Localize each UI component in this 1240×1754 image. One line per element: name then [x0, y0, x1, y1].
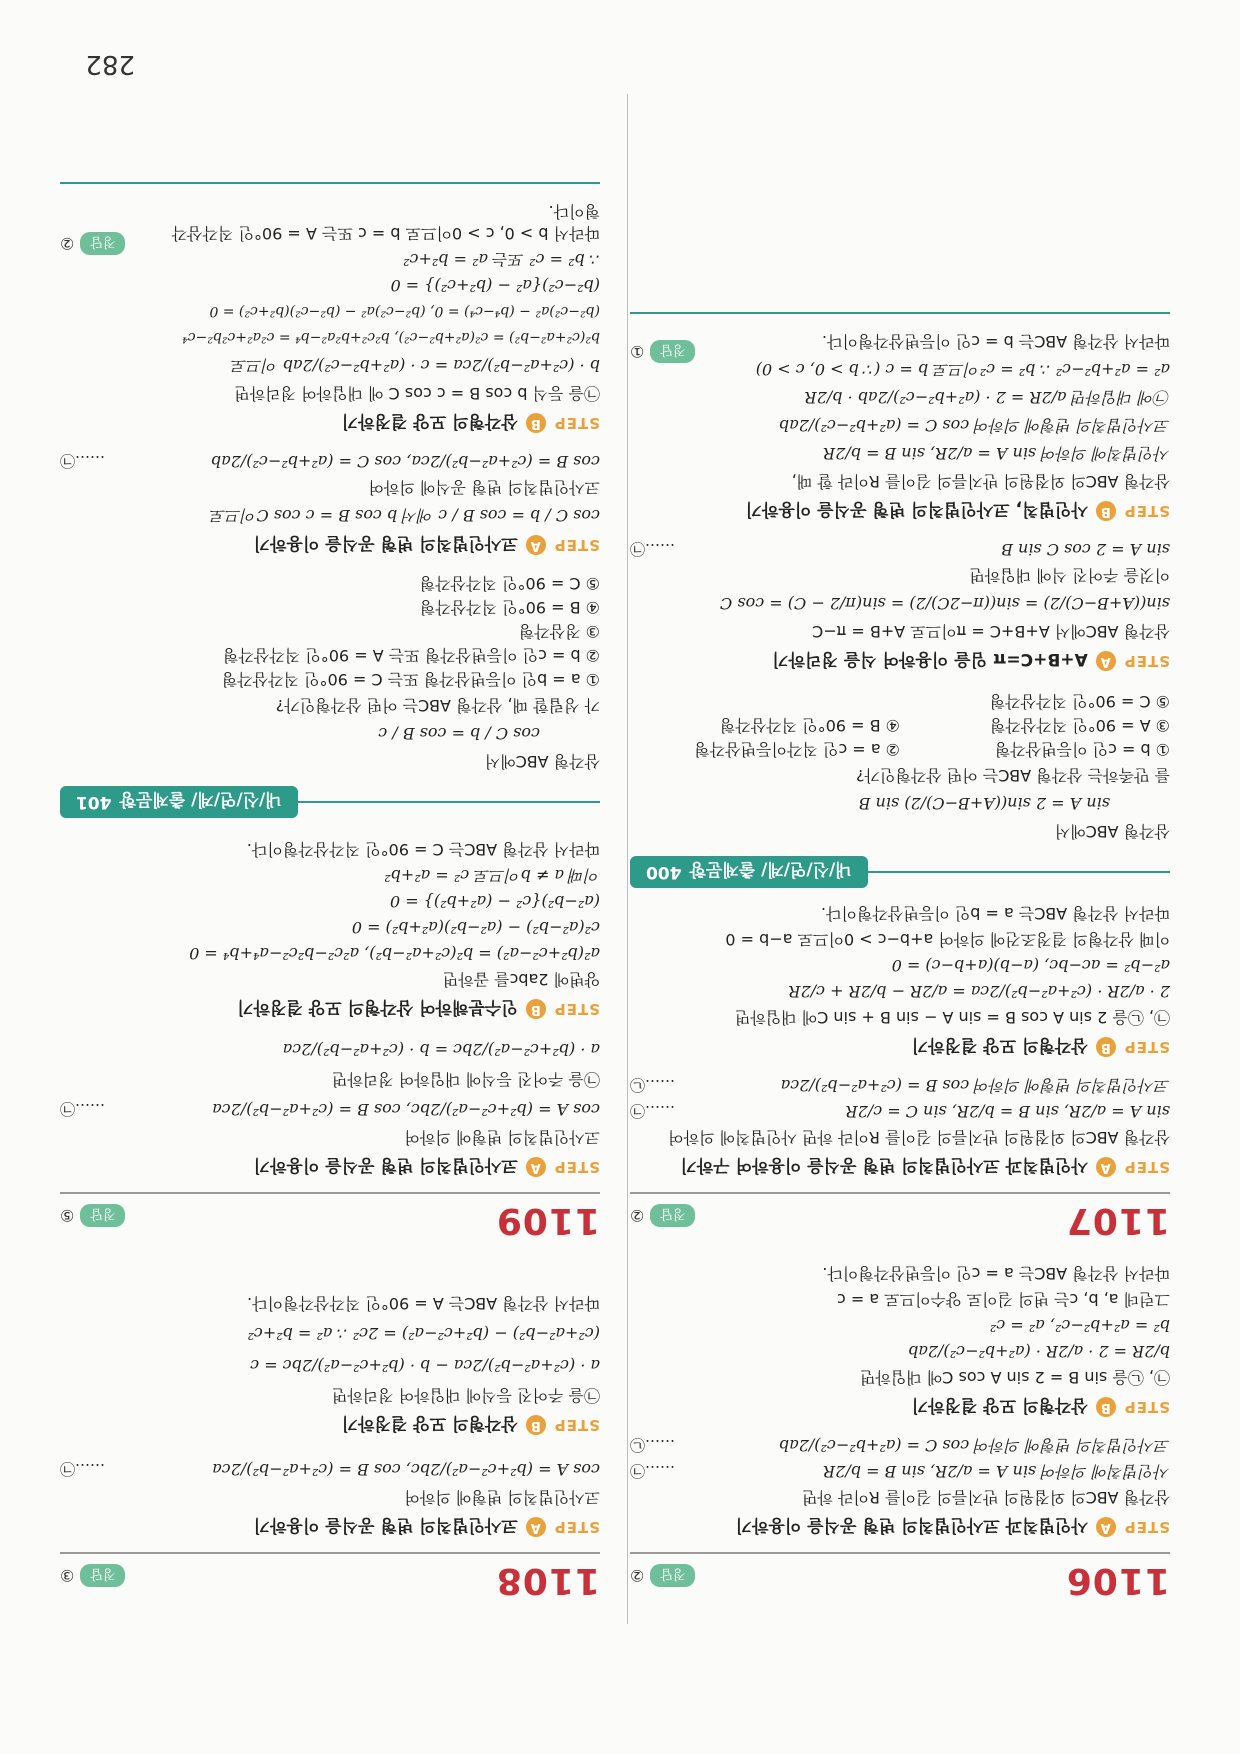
column-divider: [627, 94, 628, 1624]
equation-mark: ……㉠: [630, 540, 676, 558]
solution-line: 코사인법칙의 변형에 의하여 cos B = (c²+a²−b²)/2ca: [780, 1076, 1170, 1095]
question-line: 가 성립할 때, 삼각형 ABC는 어떤 삼각형인가?: [275, 696, 600, 715]
choice-5: ⑤ C = 90°인 직각삼각형: [419, 574, 600, 593]
equation-mark: ……㉠: [630, 1102, 676, 1120]
choice-3: ③ A = 90°인 직각삼각형: [989, 716, 1170, 735]
solution-conclusion: 따라서 b > 0, c > 0이므로 b = c 또는 A = 90°인 직각삼각형이다.: [171, 202, 600, 243]
solution-line: 사인법칙에 의하여 sin A = a/2R, sin B = b/2R: [823, 444, 1170, 463]
answer-badge: [60, 1204, 125, 1227]
banner-number: 401: [76, 792, 112, 812]
step-letter: B: [526, 414, 546, 434]
solution-line: ㉠을 주어진 등식에 대입하여 정리하면: [331, 1386, 600, 1405]
step-b-heading: [342, 411, 600, 436]
solution-line: b · (c²+a²−b²)/2ca = c · (a²+b²−c²)/2ab 이므로: [231, 356, 600, 375]
step-a-heading: [772, 649, 1170, 674]
answer-value: ⑤: [60, 1206, 75, 1225]
problem-number: 1106: [1065, 1560, 1170, 1601]
equation-mark: ……㉠: [60, 1460, 106, 1478]
step-a-heading: [680, 1155, 1170, 1180]
solution-line: a²(b²+c²−a²) = b²(c²+a²−b²), a²c²−b²c²−a⁴+b⁴ = 0: [189, 944, 600, 963]
solution-line: (b²−c²){a² − (b²+c²)} = 0: [390, 276, 600, 295]
choice-2: ② a = c인 직각이등변삼각형: [694, 740, 900, 759]
step-letter: B: [1096, 502, 1116, 522]
equation-mark: ……㉠: [60, 452, 106, 470]
step-title: 삼각형의 모양 결정하기: [341, 411, 518, 431]
solution-line: 이것을 주어진 식에 대입하면: [969, 566, 1170, 585]
solution-line: 삼각형 ABC의 외접원의 반지름의 길이를 R이라 하면 사인법칙에 의하여: [668, 1128, 1170, 1147]
answer-label: 정답: [80, 1564, 125, 1587]
step-tag: STEP: [1123, 652, 1170, 671]
section-rule: [60, 182, 600, 184]
solution-conclusion: 따라서 삼각형 ABC는 a = b인 이등변삼각형이다.: [820, 904, 1170, 923]
step-a-heading: [736, 1515, 1170, 1540]
choice-row: [630, 714, 1170, 736]
step-b-heading: [912, 1035, 1170, 1060]
linked-problem-401-banner: [60, 782, 600, 822]
step-tag: STEP: [1123, 1398, 1170, 1417]
step-title: 코사인법칙의 변형 공식을 이용하기: [253, 1515, 518, 1535]
answer-value: ②: [60, 234, 75, 254]
solution-line: 코사인법칙의 변형에 의하여: [404, 1488, 600, 1507]
solution-line: (c²+a²−b²) − (b²+c²−a²) = 2c² ∴ a² = b²+c²: [247, 1324, 600, 1343]
answer-value: ①: [630, 342, 645, 362]
problem-number: 1109: [495, 1200, 600, 1241]
problem-number: 1107: [1065, 1200, 1170, 1241]
solution-line: cos B = (c²+a²−b²)/2ca, cos C = (a²+b²−c²)/2ab: [210, 452, 600, 471]
answer-value: ②: [630, 1566, 645, 1585]
step-a-heading: [254, 1155, 600, 1180]
choice-4: ④ B = 90°인 직각삼각형: [719, 716, 900, 735]
step-letter: A: [526, 1518, 546, 1538]
banner-number: 400: [646, 862, 682, 882]
solution-line: a²−b² = ac−bc, (a−b)(a+b−c) = 0: [891, 956, 1170, 975]
banner-label-box: [60, 786, 298, 818]
solution-line: a² = a²+b²−c² ∴ b² = c²이므로 b = c (∵ b > 0, c > 0): [755, 360, 1170, 379]
step-letter: B: [1096, 1398, 1116, 1418]
question-equation: sin A = 2 sin((A+B−C)/2) sin B: [858, 794, 1110, 813]
choice-1: ① b = c인 이등변삼각형: [994, 740, 1170, 759]
solution-line: b/2R = 2 · a/2R · (a²+b²−c²)/2ab: [908, 1342, 1170, 1361]
solution-line: 양변에 2abc를 곱하면: [442, 970, 600, 989]
answer-value: ②: [630, 1206, 645, 1225]
step-letter: B: [526, 1000, 546, 1020]
choice-5: ⑤ C = 90°인 직각삼각형: [989, 692, 1170, 711]
answer-badge: [60, 1564, 125, 1587]
step-tag: STEP: [1123, 502, 1170, 521]
problem-number: 1108: [495, 1560, 600, 1601]
step-title: 삼각형의 모양 결정하기: [911, 1395, 1088, 1415]
banner-label-box: [630, 856, 868, 888]
answer-value: ③: [60, 1566, 75, 1585]
linked-problem-400-banner: [630, 852, 1170, 892]
solution-line: 삼각형 ABC의 외접원의 반지름의 길이를 R이라 할 때,: [791, 472, 1170, 491]
step-tag: STEP: [1123, 1518, 1170, 1537]
answer-label: 정답: [80, 233, 125, 256]
question-line: 삼각형 ABC에서: [1054, 822, 1170, 841]
solution-line: ㉠, ㉡을 2 sin A cos B = sin A − sin B + sin C에 대입하면: [734, 1008, 1170, 1027]
solution-line: sin A = 2 cos C sin B: [1001, 540, 1170, 559]
solution-line: ㉠을 등식 b cos B = c cos C 에 대입하여 정리하면: [234, 384, 600, 403]
choice-1: ① a = b인 이등변삼각형 또는 C = 90°인 직각삼각형: [221, 670, 600, 689]
step-title: 사인법칙, 코사인법칙의 변형 공식을 이용하기: [745, 499, 1088, 519]
question-line: 를 만족하는 삼각형 ABC는 어떤 삼각형인가?: [855, 766, 1170, 785]
banner-label: 내/신/연/계/ 출제문항: [689, 859, 852, 880]
step-letter: A: [1096, 1518, 1116, 1538]
solution-line: 코사인법칙의 변형에 의하여: [404, 1128, 600, 1147]
choice-4: ④ B = 90°인 직각삼각형: [419, 598, 600, 617]
step-title: 인수분해하여 삼각형의 모양 결정하기: [237, 997, 518, 1017]
choice-row: [630, 690, 1170, 712]
solution-conclusion: 따라서 삼각형 ABC는 b = c인 이등변삼각형이다.: [821, 332, 1170, 351]
solution-line: cos C / b = cos B / c 에서 b cos B = c cos C이므로: [210, 506, 600, 525]
page-number: 282: [85, 49, 135, 79]
solution-line: 사인법칙에 의하여 sin A = a/2R, sin B = b/2R: [823, 1462, 1170, 1481]
step-b-heading: [237, 997, 600, 1022]
step-tag: STEP: [553, 1158, 600, 1177]
step-letter: A: [526, 536, 546, 556]
choice-row: [630, 738, 1170, 760]
step-title: 삼각형의 모양 결정하기: [341, 1413, 518, 1433]
step-b-heading: [342, 1413, 600, 1438]
solution-line: cos A = (b²+c²−a²)/2bc, cos B = (c²+a²−b²)/2ca: [212, 1100, 600, 1119]
solution-line: 코사인법칙의 변형 공식에 의하여: [368, 478, 600, 497]
solution-line: 삼각형 ABC에서 A+B+C = π이므로 A+B = π−C: [812, 622, 1170, 641]
section-rule: [630, 312, 1170, 314]
solution-conclusion: 따라서 삼각형 ABC는 A = 90°인 직각삼각형이다.: [247, 1294, 600, 1313]
problem-1107-header: [630, 1192, 1170, 1254]
solution-line: 이때 a ≠ b이므로 c² = a²+b²: [384, 866, 600, 885]
solution-line: ㉠을 주어진 등식에 대입하여 정리하면: [331, 1070, 600, 1089]
step-letter: B: [526, 1416, 546, 1436]
answer-badge: [630, 1204, 695, 1227]
choice-3: ③ 정삼각형: [518, 622, 600, 641]
solution-line: 그런데 a, b, c는 변의 길이로 양수이므로 a = c: [836, 1290, 1170, 1309]
equation-mark: ……㉡: [630, 1076, 676, 1094]
problem-1109-header: [60, 1192, 600, 1254]
solution-line: 이때 삼각형의 결정조건에 의하여 a+b−c > 0이므로 a−b = 0: [725, 930, 1170, 949]
solution-line: 삼각형 ABC의 외접원의 반지름의 길이를 R이라 하면: [801, 1488, 1170, 1507]
problem-1106-header: [630, 1552, 1170, 1614]
step-title: 코사인법칙의 변형 공식을 이용하기: [253, 1155, 518, 1175]
step-a-heading: [254, 1515, 600, 1540]
step-letter: A: [526, 1158, 546, 1178]
solution-line: b²(c²+a²−b²) = c²(a²+b²−c²), b²c²+b²a²−b⁴ = c²a²+c²b²−c⁴: [182, 329, 600, 345]
question-line: 삼각형 ABC에서: [484, 752, 600, 771]
answer-label: 정답: [80, 1204, 125, 1227]
step-letter: A: [1096, 652, 1116, 672]
solution-line: 코사인법칙의 변형에 의하여 cos C = (a²+b²−c²)/2ab: [778, 416, 1170, 435]
choice-2: ② b = c인 이등변삼각형 또는 A = 90°인 직각삼각형: [222, 646, 600, 665]
equation-mark: ……㉠: [60, 1100, 106, 1118]
answer-badge: [630, 1564, 695, 1587]
step-tag: STEP: [553, 1518, 600, 1537]
answer-label: 정답: [650, 1204, 695, 1227]
solution-conclusion: 따라서 삼각형 ABC는 a = c인 이등변삼각형이다.: [822, 1264, 1170, 1283]
solution-line: (b²−c²)a² − (b⁴−c⁴) = 0, (b²−c²)a² − (b²−c²)(b²+c²) = 0: [209, 303, 600, 319]
step-b-heading: [746, 499, 1170, 524]
answer-label: 정답: [650, 341, 695, 364]
solution-line: b² = a²+b²−c², a² = c²: [989, 1316, 1170, 1335]
solution-line: c²(a²−b²) − (a²−b²)(a²+b²) = 0: [351, 918, 600, 937]
solution-line: (a²−b²){c² − (a²+b²)} = 0: [389, 892, 600, 911]
step-a-heading: [254, 533, 600, 558]
step-title: A+B+C=π 임을 이용하여 식을 정리하기: [772, 649, 1088, 669]
solution-line: cos A = (b²+c²−a²)/2bc, cos B = (c²+a²−b²)/2ca: [212, 1460, 600, 1479]
problem-1108-header: [60, 1552, 600, 1614]
step-b-heading: [912, 1395, 1170, 1420]
equation-mark: ……㉡: [630, 1436, 676, 1454]
equation-mark: ……㉠: [630, 1462, 676, 1480]
step-title: 사인법칙과 코사인법칙의 변형 공식을 이용하여 구하기: [680, 1155, 1088, 1175]
solution-line: sin((A+B−C)/2) = sin((π−2C)/2) = sin(π/2 − C) = cos C: [720, 594, 1170, 613]
step-title: 사인법칙과 코사인법칙의 변형 공식을 이용하기: [735, 1515, 1088, 1535]
step-title: 코사인법칙의 변형 공식을 이용하기: [253, 533, 518, 553]
step-tag: STEP: [1123, 1038, 1170, 1057]
solution-line: sin A = a/2R, sin B = b/2R, sin C = c/2R: [845, 1102, 1170, 1121]
step-tag: STEP: [553, 1000, 600, 1019]
step-tag: STEP: [553, 1416, 600, 1435]
solution-line: a · (b²+c²−a²)/2bc = b · (c²+a²−b²)/2ca: [282, 1040, 600, 1059]
solution-line: ∴ b² = c² 또는 a² = b²+c²: [403, 250, 600, 269]
banner-label: 내/신/연/계/ 출제문항: [119, 789, 282, 810]
solution-conclusion: 따라서 삼각형 ABC는 C = 90°인 직각삼각형이다.: [246, 840, 600, 859]
solution-line: ㉠, ㉡을 sin B = 2 sin A cos C에 대입하면: [859, 1368, 1170, 1387]
step-tag: STEP: [1123, 1158, 1170, 1177]
solution-line: 2 · a/2R · (c²+a²−b²)/2ca = a/2R − b/2R + c/2R: [788, 982, 1170, 1001]
step-letter: A: [1096, 1158, 1116, 1178]
solution-line: a · (c²+a²−b²)/2ca − b · (b²+c²−a²)/2bc = c: [250, 1356, 600, 1375]
question-equation: cos C / b = cos B / c: [378, 724, 540, 743]
step-tag: STEP: [553, 536, 600, 555]
answer-label: 정답: [650, 1564, 695, 1587]
step-title: 삼각형의 모양 결정하기: [911, 1035, 1088, 1055]
solution-line: ㉠에 대입하면 a/2R = 2 · (a²+b²−c²)/2ab · b/2R: [804, 388, 1170, 407]
step-letter: B: [1096, 1038, 1116, 1058]
step-tag: STEP: [553, 414, 600, 433]
solution-line: 코사인법칙의 변형에 의하여 cos C = (a²+b²−c²)/2ab: [778, 1436, 1170, 1455]
